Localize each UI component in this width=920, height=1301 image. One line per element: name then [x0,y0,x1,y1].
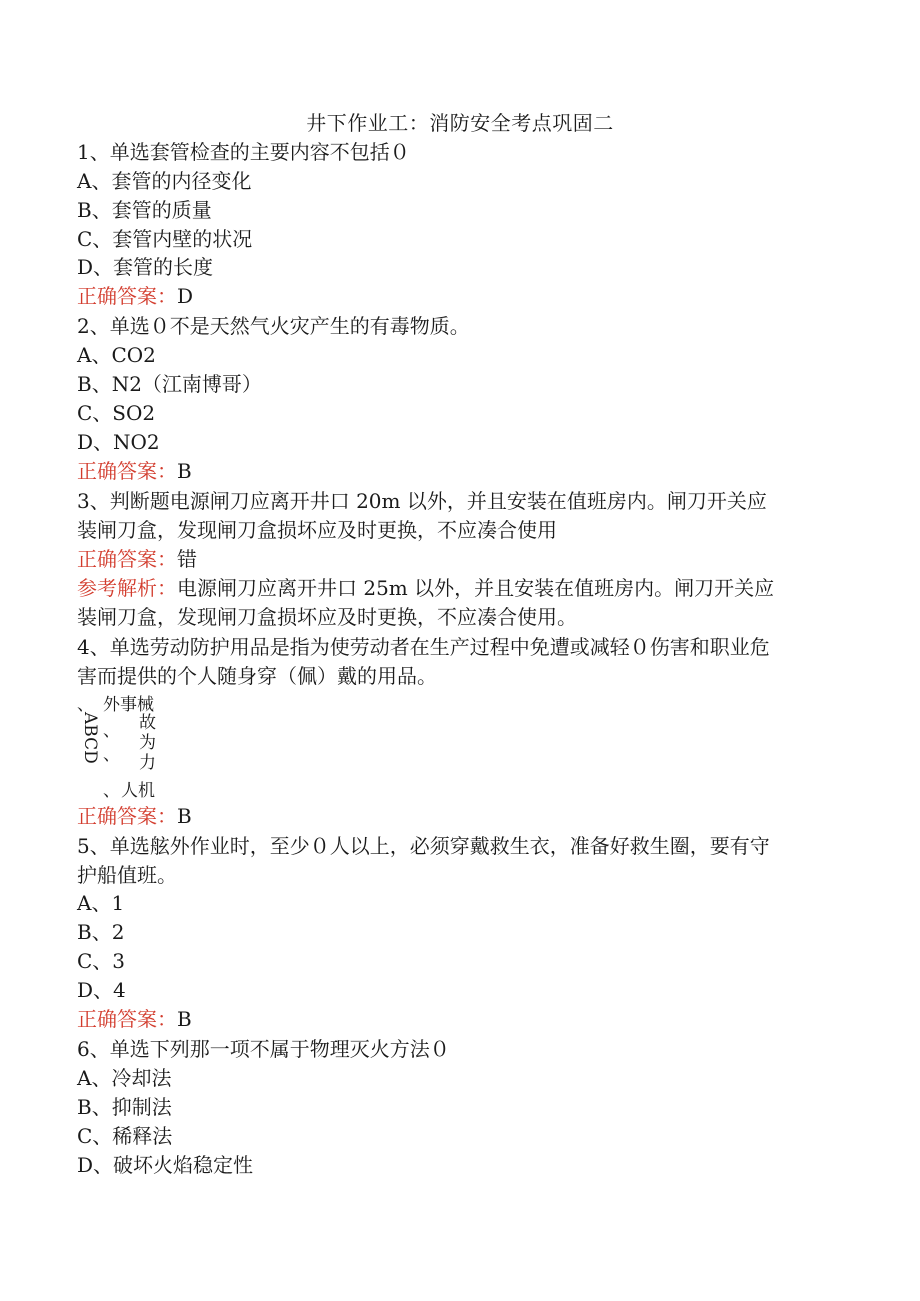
question-5-stem-line-1: 5、单选舷外作业时，至少０人以上，必须穿戴救生衣，准备好救生圈，要有守 [77,834,770,858]
question-5-option-c: C、3 [77,949,126,973]
answer-label: 正确答案： [77,459,177,483]
question-2-option-d: D、NO2 [77,430,160,454]
question-1-option-c: C、套管内壁的状况 [77,227,253,251]
question-2-option-b: B、N2（江南博哥） [77,372,262,396]
question-3-analysis-line-1 [77,574,837,603]
answer-value: B [177,1007,192,1031]
question-3-stem-line-2: 装闸刀盒，发现闸刀盒损坏应及时更换，不应凑合使用 [77,518,557,542]
analysis-text: 电源闸刀应离开井口 25m 以外，并且安装在值班房内。闸刀开关应 [177,576,775,600]
analysis-label: 参考解析： [77,576,177,600]
question-5-option-d: D、4 [77,978,126,1002]
question-5-option-b: B、2 [77,920,125,944]
answer-label: 正确答案： [77,284,177,308]
option-last-text: 人机 [121,781,155,801]
option-separator: 、 [77,695,94,715]
question-4-garbled-options [77,694,197,804]
question-1-option-d: D、套管的长度 [77,255,214,279]
option-separator: 、 [103,721,120,741]
answer-value: B [177,459,192,483]
option-separator: 、 [103,781,120,801]
question-1-option-b: B、套管的质量 [77,198,212,222]
question-2-stem: 2、单选０不是天然气火灾产生的有毒物质。 [77,314,470,338]
question-3-answer [77,545,837,574]
answer-label: 正确答案： [77,804,177,828]
answer-value: 错 [177,547,197,571]
option-d-text: 力 [139,753,156,773]
answer-value: D [177,284,194,308]
question-1-option-a: A、套管的内径变化 [77,169,252,193]
question-5-option-a: A、1 [77,891,125,915]
option-b-text: 故 [139,713,156,733]
answer-label: 正确答案： [77,547,177,571]
question-4-answer [77,802,837,831]
question-6-option-a: A、冷却法 [77,1066,172,1090]
question-6-option-c: C、稀释法 [77,1124,173,1148]
answer-value: B [177,804,192,828]
question-2-answer [77,457,837,486]
question-4-stem-line-2: 害而提供的个人随身穿（佩）戴的用品。 [77,664,437,688]
answer-label: 正确答案： [77,1007,177,1031]
document-title: 井下作业工：消防安全考点巩固二 [306,111,614,135]
question-5-stem-line-2: 护船值班。 [77,863,177,887]
question-3-analysis-line-2: 装闸刀盒，发现闸刀盒损坏应及时更换，不应凑合使用。 [77,605,577,629]
option-separator: 、 [103,745,120,765]
question-3-stem-line-1: 3、判断题电源闸刀应离开井口 20m 以外，并且安装在值班房内。闸刀开关应 [77,489,767,513]
question-4-stem-line-1: 4、单选劳动防护用品是指为使劳动者在生产过程中免遭或减轻０伤害和职业危 [77,635,770,659]
question-6-option-d: D、破坏火焰稳定性 [77,1153,254,1177]
question-5-answer [77,1005,837,1034]
question-6-option-b: B、抑制法 [77,1095,172,1119]
question-1-answer [77,282,837,311]
question-2-option-c: C、SO2 [77,401,156,425]
question-2-option-a: A、CO2 [77,343,156,367]
question-1-stem: 1、单选套管检查的主要内容不包括０ [77,140,410,164]
option-c-text: 为 [139,733,156,753]
option-letters-vertical: ABCD [80,712,100,764]
option-a-text: 外事械 [103,695,154,715]
question-6-stem: 6、单选下列那一项不属于物理灭火方法０ [77,1037,450,1061]
